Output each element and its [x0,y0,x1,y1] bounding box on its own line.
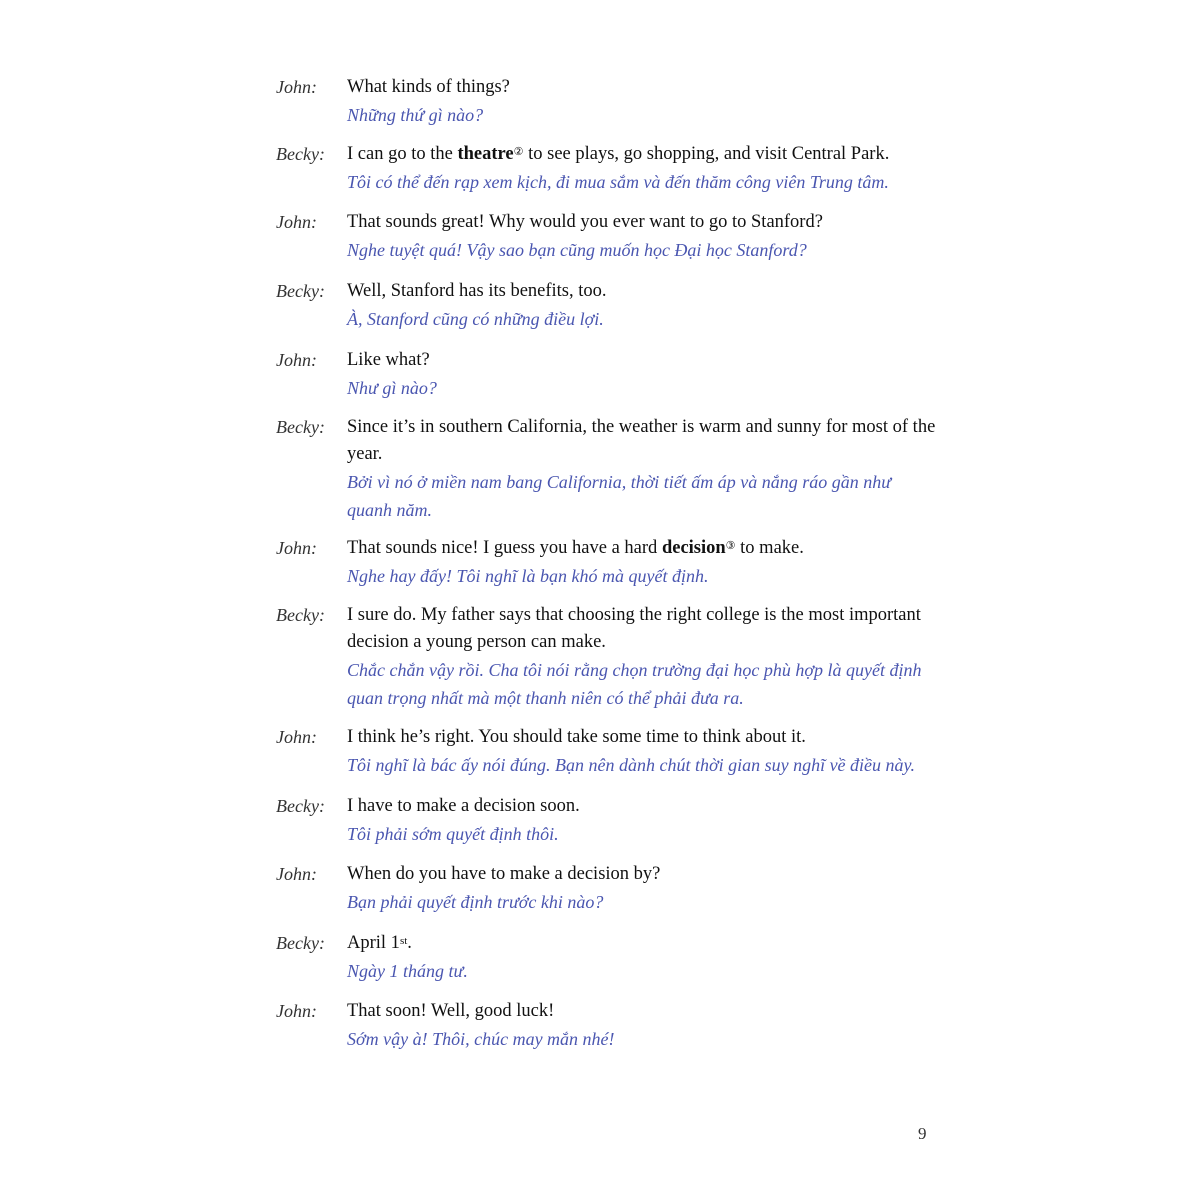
speaker-name: John: [276,864,317,884]
ordinal-suffix: st [399,935,408,947]
dialogue-turn [276,278,956,333]
speaker-name: John: [276,538,317,558]
english-line: That soon! Well, good luck! [347,1001,555,1021]
english-line: When do you have to make a decision by? [347,864,661,884]
speaker-name: Becky: [276,933,325,953]
speaker-name: John: [276,77,317,97]
vocab-word: theatre [457,144,514,164]
dialogue-turn [276,602,956,712]
vietnamese-translation: Nghe tuyệt quá! Vậy sao bạn cũng muốn học Đại học Stanford? [347,240,807,260]
dialogue-content [347,724,956,779]
dialogue-turn [276,998,956,1053]
dialogue-content [347,861,956,916]
english-line: Well, Stanford has its benefits, too. [347,281,607,301]
vietnamese-translation: Tôi phải sớm quyết định thôi. [347,824,559,844]
english-line: That sounds great! Why would you ever want to go to Stanford? [347,212,823,232]
footnote-marker: ③ [725,540,736,552]
dialogue-content [347,793,956,848]
vietnamese-translation: Tôi có thể đến rạp xem kịch, đi mua sắm và đến thăm công viên Trung tâm. [347,172,889,192]
vietnamese-translation: Nghe hay đấy! Tôi nghĩ là bạn khó mà quyết định. [347,566,709,586]
page-number: 9 [918,1124,927,1143]
dialogue-turn [276,74,956,129]
dialogue-turn [276,724,956,779]
vietnamese-translation: Bởi vì nó ở miền nam bang California, thời tiết ấm áp và nắng ráo gần như quanh năm. [347,472,892,520]
speaker-name: Becky: [276,605,325,625]
speaker-name: Becky: [276,417,325,437]
dialogue-turn [276,535,956,590]
vocab-word: decision [661,538,726,558]
vietnamese-translation: Những thứ gì nào? [347,105,484,125]
dialogue-content [347,930,956,985]
dialogue-turn [276,347,956,402]
dialogue-content [347,278,956,333]
english-line: What kinds of things? [347,77,510,97]
vietnamese-translation: Như gì nào? [347,378,437,398]
english-line [347,930,956,957]
dialogue-content [347,141,956,196]
dialogue-content [347,347,956,402]
vietnamese-translation: Chắc chắn vậy rồi. Cha tôi nói rằng chọn trường đại học phù hợp là quyết định quan trọng nhất mà một thanh niên có thể phải đưa ra. [347,660,922,708]
dialogue-content [347,209,956,264]
speaker-name: John: [276,1001,317,1021]
text-segment: . [407,933,412,953]
speaker-name: Becky: [276,281,325,301]
text-segment: to make. [735,538,804,558]
vietnamese-translation: À, Stanford cũng có những điều lợi. [347,309,604,329]
dialogue-content [347,535,956,590]
english-line: I sure do. My father says that choosing the right college is the most important decision a young person can make. [347,605,921,652]
dialogue-content [347,74,956,129]
text-segment: I can go to the [347,144,458,164]
vietnamese-translation: Ngày 1 tháng tư. [347,961,468,981]
speaker-name: John: [276,727,317,747]
speaker-name: John: [276,212,317,232]
dialogue-turn [276,209,956,264]
dialogue-turn [276,861,956,916]
speaker-name: Becky: [276,796,325,816]
dialogue-turn [276,793,956,848]
vietnamese-translation: Sớm vậy à! Thôi, chúc may mắn nhé! [347,1029,615,1049]
english-line: Like what? [347,350,430,370]
vietnamese-translation: Tôi nghĩ là bác ấy nói đúng. Bạn nên dành chút thời gian suy nghĩ về điều này. [347,755,916,775]
english-line: I think he’s right. You should take some time to think about it. [347,727,806,747]
dialogue-turn [276,414,956,524]
english-line: I have to make a decision soon. [347,796,580,816]
dialogue-turn [276,141,956,196]
english-line [347,535,956,562]
text-segment: to see plays, go shopping, and visit Central Park. [523,144,890,164]
vietnamese-translation: Bạn phải quyết định trước khi nào? [347,892,604,912]
dialogue-content [347,998,956,1053]
dialogue-content [347,414,937,524]
text-segment: April 1 [347,933,400,953]
speaker-name: Becky: [276,144,325,164]
dialogue-turn [276,930,956,985]
english-line: Since it’s in southern California, the weather is warm and sunny for most of the year. [347,417,936,464]
text-segment: That sounds nice! I guess you have a hard [347,538,662,558]
footnote-marker: ② [513,146,524,158]
speaker-name: John: [276,350,317,370]
dialogue-content [347,602,922,712]
english-line [347,141,956,168]
